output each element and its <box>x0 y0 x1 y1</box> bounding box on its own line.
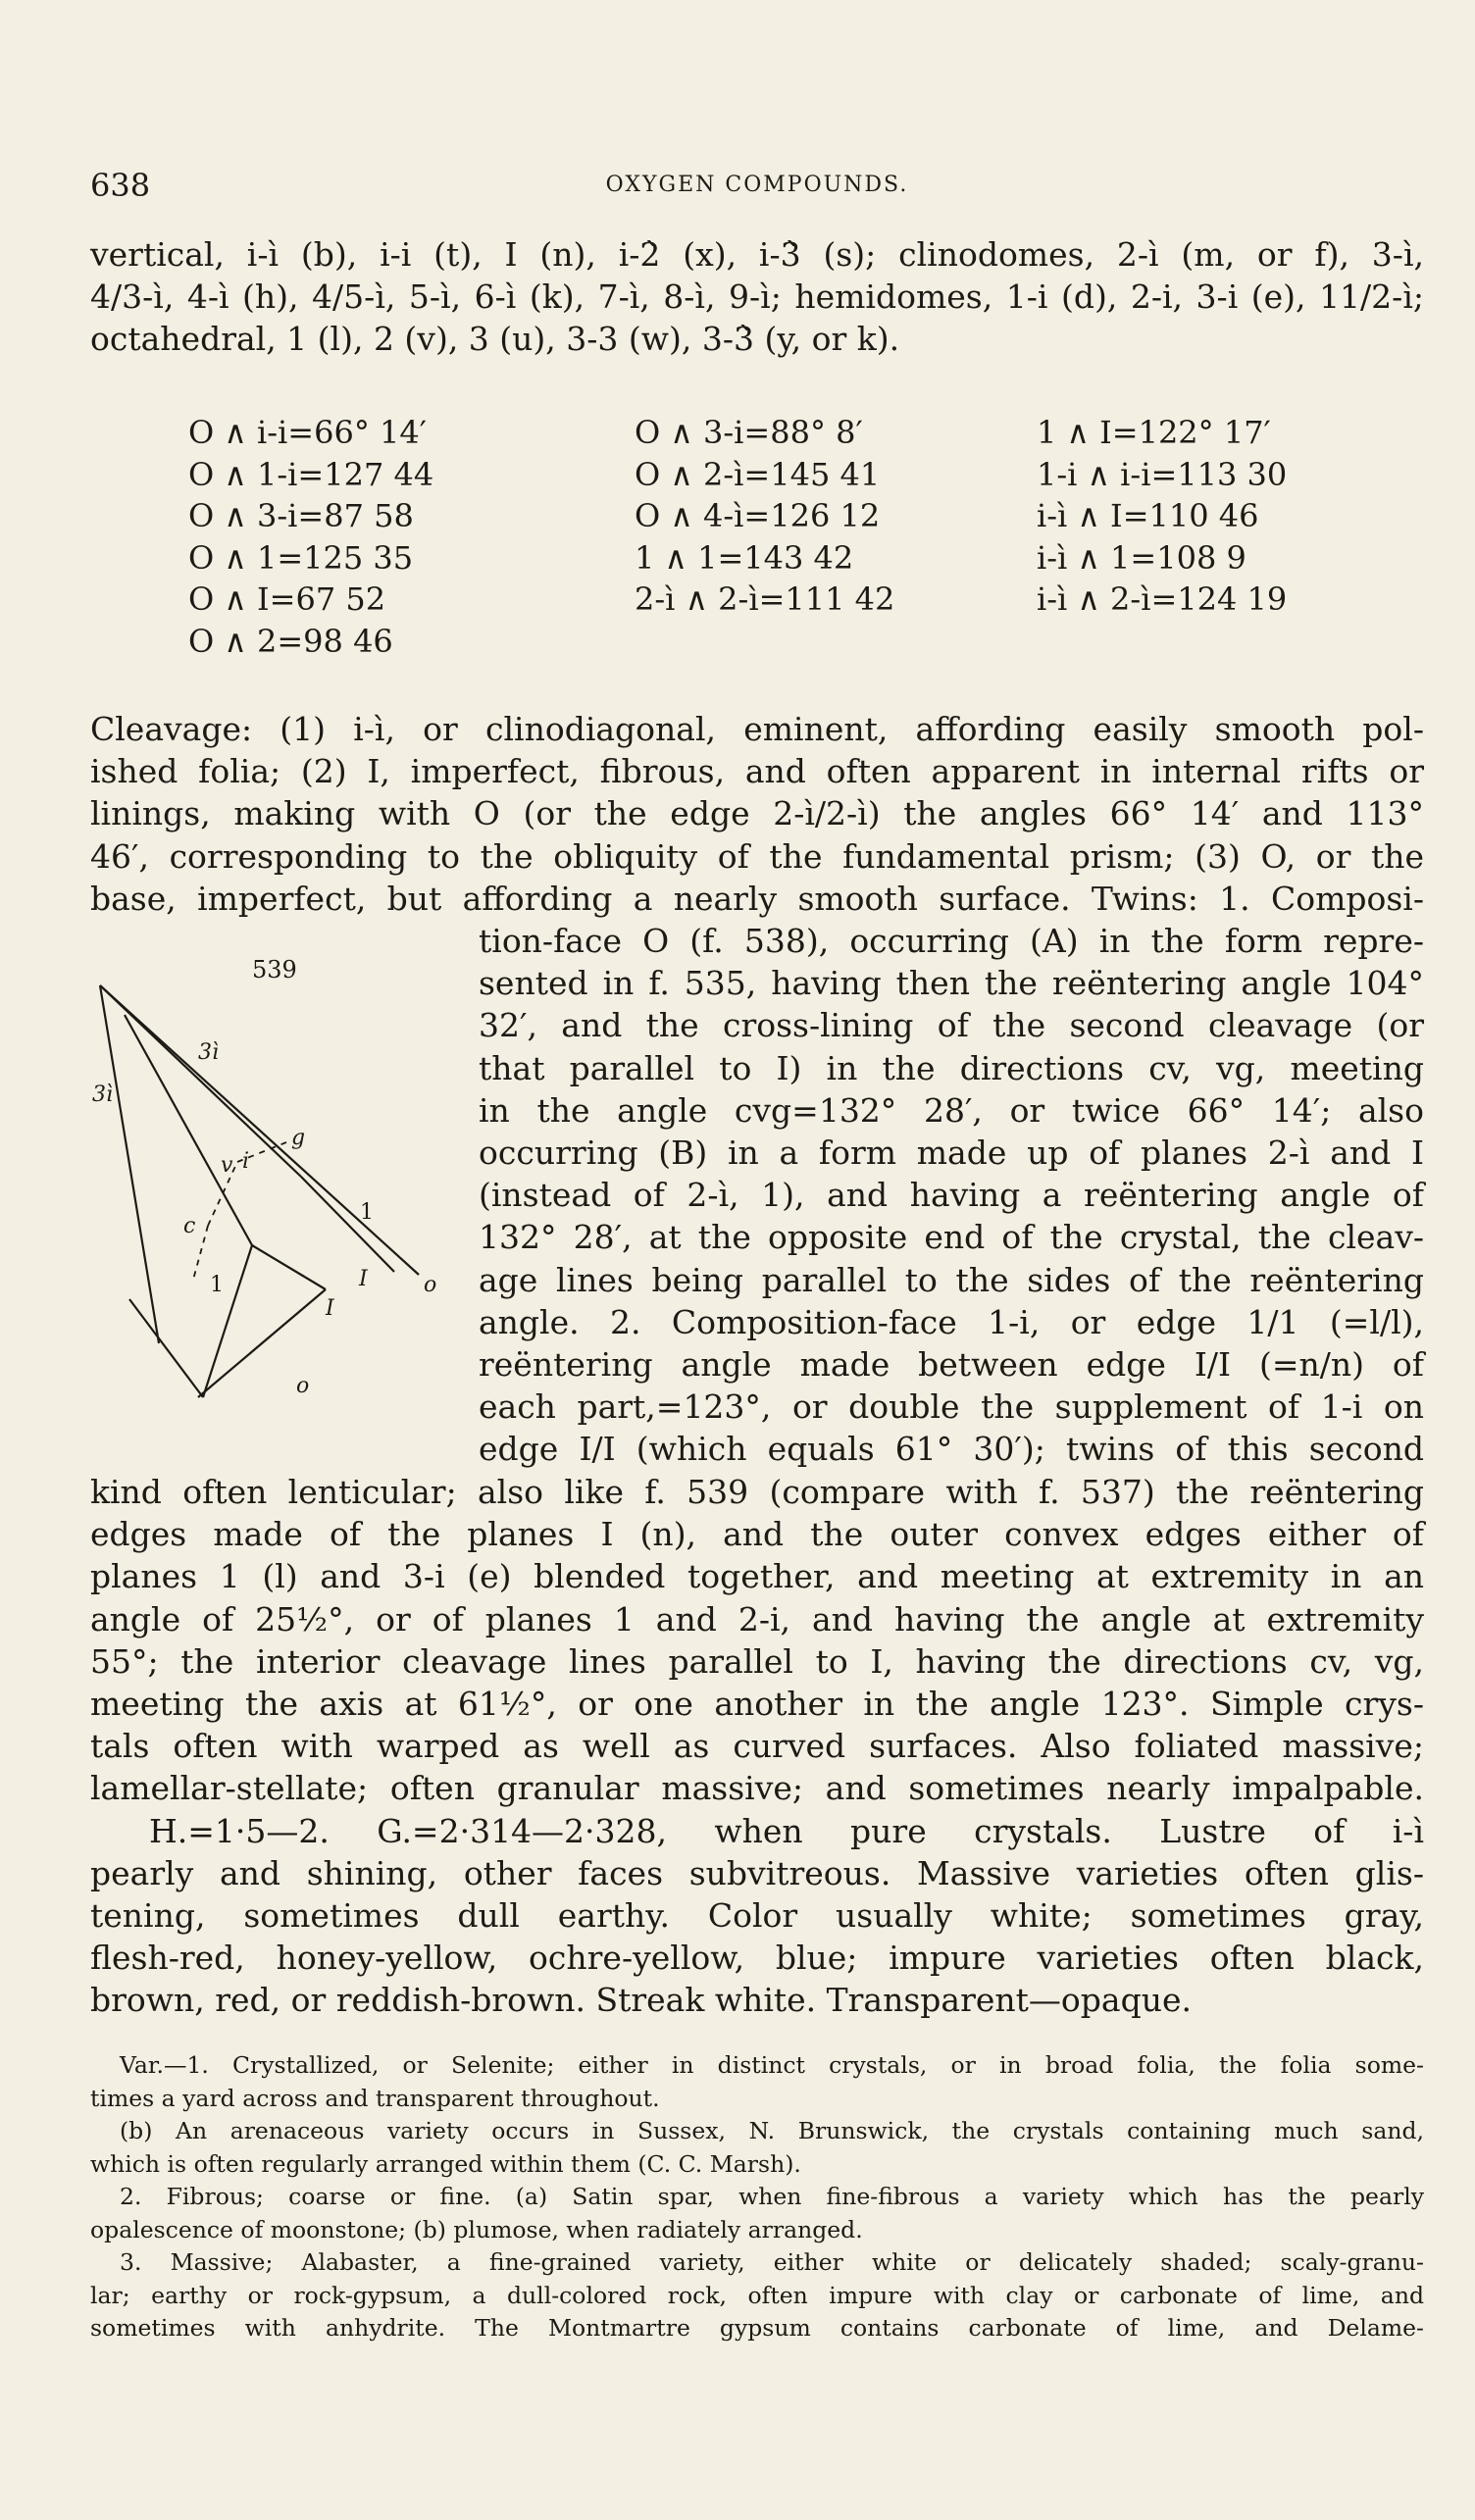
text-line: reëntering angle made between edge I/I (=n/n) of <box>479 1345 1424 1385</box>
footnote-line: Var.—1. Crystallized, or Selenite; either in distinct crystals, or in broad folia, the folia some- <box>120 2051 1424 2079</box>
figure-label: 1 <box>360 1200 374 1225</box>
left-edge <box>100 985 159 1343</box>
text-line: 132° 28′, at the opposite end of the crystal, the cleav- <box>479 1218 1424 1257</box>
footnote-line: sometimes with anhydrite. The Montmartre gypsum contains carbonate of lime, and Delame- <box>90 2314 1424 2342</box>
text-line: angle of 25½°, or of planes 1 and 2-i, and having the angle at extremity <box>90 1599 1424 1638</box>
figure-label: I <box>326 1296 334 1321</box>
text-line: tion-face O (f. 538), occurring (A) in the form repre- <box>479 922 1424 960</box>
figure-label: o <box>424 1273 437 1297</box>
figure-label: c <box>183 1214 196 1238</box>
text-line: edge I/I (which equals 61° 30′); twins of this second <box>479 1430 1424 1469</box>
angle-entry: O ∧ 3-i=88° 8′ <box>635 414 863 451</box>
angle-entry: i-ì ∧ 1=108 9 <box>1037 538 1246 577</box>
text-line: 32′, and the cross-lining of the second cleavage (or <box>479 1006 1424 1045</box>
figure-label: o <box>296 1374 310 1398</box>
figure-label: i <box>242 1149 250 1174</box>
text-line: lamellar-stellate; often granular massive; and sometimes nearly impalpable. <box>90 1769 1424 1808</box>
figure-label: 3ì <box>198 1040 220 1065</box>
text-line: linings, making with O (or the edge 2-ì/2-ì) the angles 66° 14′ and 113° <box>90 794 1424 833</box>
text-line: kind often lenticular; also like f. 539 (compare with f. 537) the reëntering <box>90 1473 1424 1511</box>
text-line: Cleavage: (1) i-ì, or clinodiagonal, eminent, affording easily smooth pol- <box>90 710 1424 748</box>
figure-label: g <box>291 1126 306 1150</box>
lower-edge <box>203 1245 252 1397</box>
text-line: angle. 2. Composition-face 1-i, or edge 1/1 (=l/l), <box>479 1302 1424 1341</box>
footnote-line: which is often regularly arranged within them (C. C. Marsh). <box>90 2149 801 2178</box>
angle-entry: O ∧ 1=125 35 <box>188 538 414 577</box>
text-line: vertical, i-ì (b), i-i (t), I (n), i-2̀ (x), i-3̀ (s); clinodomes, 2-ì (m, or f), 3-ì, <box>90 235 1424 274</box>
varieties-footnotes <box>90 2049 1424 2345</box>
angle-entry: 1 ∧ I=122° 17′ <box>1037 414 1271 451</box>
text-line: 55°; the interior cleavage lines parallel to I, having the directions cv, vg, <box>90 1641 1424 1681</box>
crystal-figure-539 <box>90 956 483 1417</box>
text-line: octahedral, 1 (l), 2 (v), 3 (u), 3-3 (w), 3-3̀ (y, or k). <box>90 320 900 359</box>
angle-entry: i-ì ∧ I=110 46 <box>1037 497 1259 534</box>
angle-column-3 <box>1037 412 1287 621</box>
page-header <box>90 167 1424 210</box>
description-paragraph <box>90 1471 1424 2022</box>
figure-label: 3ì <box>92 1083 114 1107</box>
angle-entry: O ∧ 2-ì=145 41 <box>635 455 881 493</box>
figure-label: 1 <box>210 1273 224 1297</box>
footnote-line: lar; earthy or rock-gypsum, a dull-colored rock, often impure with clay or carbonate of lime, and <box>90 2281 1424 2309</box>
text-line: meeting the axis at 61½°, or one another in the angle 123°. Simple crys- <box>90 1685 1424 1724</box>
angle-column-2 <box>635 412 894 621</box>
text-line: H.=1·5—2. G.=2·314—2·328, when pure crystals. Lustre of i-ì <box>149 1811 1424 1850</box>
cleavage-paragraph <box>90 708 1424 920</box>
figure-label: I <box>359 1267 368 1291</box>
lower-right-edge <box>252 1245 326 1289</box>
text-line: sented in f. 535, having then the reëntering angle 104° <box>479 964 1424 1003</box>
angle-entry: O ∧ i-i=66° 14′ <box>188 414 427 451</box>
footnote-line: times a yard across and transparent throughout. <box>90 2084 660 2112</box>
page-number: 638 <box>90 167 151 204</box>
running-head: OXYGEN COMPOUNDS. <box>605 173 909 197</box>
text-line: occurring (B) in a form made up of planes 2-ì and I <box>479 1134 1424 1173</box>
angle-entry: 1 ∧ 1=143 42 <box>635 538 854 577</box>
footnote-line: 2. Fibrous; coarse or fine. (a) Satin spar, when fine-fibrous a variety which has the pearly <box>120 2183 1424 2210</box>
angle-entry: O ∧ 2=98 46 <box>188 622 393 660</box>
angle-entry: 2-ì ∧ 2-ì=111 42 <box>635 580 895 618</box>
angle-entry: O ∧ 1-i=127 44 <box>188 455 434 493</box>
text-line: brown, red, or reddish-brown. Streak white. Transparent—opaque. <box>90 1981 1192 2020</box>
footnote-line: (b) An arenaceous variety occurs in Sussex, N. Brunswick, the crystals containing much sand, <box>120 2117 1424 2144</box>
angle-table <box>90 412 1424 667</box>
text-line: in the angle cvg=132° 28′, or twice 66° 14′; also <box>479 1090 1424 1130</box>
intro-paragraph <box>90 233 1424 361</box>
angle-entry: O ∧ 4-ì=126 12 <box>635 497 881 534</box>
text-line: base, imperfect, but affording a nearly smooth surface. Twins: 1. Composi- <box>90 879 1424 918</box>
text-line: flesh-red, honey-yellow, ochre-yellow, blue; impure varieties often black, <box>90 1939 1424 1978</box>
figure-label: v <box>221 1153 233 1178</box>
angle-entry: O ∧ 3-i=87 58 <box>188 497 414 534</box>
text-line: pearly and shining, other faces subvitreous. Massive varieties often glis- <box>90 1853 1424 1892</box>
angle-entry: O ∧ I=67 52 <box>188 580 386 618</box>
text-line: each part,=123°, or double the supplement of 1-i on <box>479 1387 1424 1427</box>
angle-entry: i-ì ∧ 2-ì=124 19 <box>1037 580 1288 618</box>
outer-edge-right <box>100 985 419 1275</box>
text-line: age lines being parallel to the sides of the reëntering <box>479 1260 1424 1299</box>
text-line: tening, sometimes dull earthy. Color usually white; sometimes gray, <box>90 1896 1424 1936</box>
text-line: edges made of the planes I (n), and the outer convex edges either of <box>90 1515 1424 1554</box>
text-line: 46′, corresponding to the obliquity of the fundamental prism; (3) O, or the <box>90 836 1424 876</box>
crystal-diagram <box>90 976 483 1417</box>
text-line: 4/3-ì, 4-ì (h), 4/5-ì, 5-ì, 6-ì (k), 7-ì, 8-ì, 9-ì; hemidomes, 1-i (d), 2-i, 3-i (e), 11/2-ì; <box>90 277 1424 317</box>
footnote-line: 3. Massive; Alabaster, a fine-grained variety, either white or delicately shaded; scaly-granu- <box>120 2248 1424 2276</box>
footnote-line: opalescence of moonstone; (b) plumose, when radiately arranged. <box>90 2215 863 2243</box>
text-line: (instead of 2-ì, 1), and having a reëntering angle of <box>479 1176 1424 1215</box>
left-edge-upper <box>125 1015 252 1245</box>
angle-entry: 1-i ∧ i-i=113 30 <box>1037 455 1288 493</box>
text-line: planes 1 (l) and 3-i (e) blended together, and meeting at extremity in an <box>90 1557 1424 1596</box>
wrapped-paragraph <box>479 920 1424 1471</box>
text-line: ished folia; (2) I, imperfect, fibrous, and often apparent in internal rifts or <box>90 752 1424 791</box>
reentering-edge-right <box>301 1177 394 1272</box>
text-line: tals often with warped as well as curved surfaces. Also foliated massive; <box>90 1727 1424 1766</box>
lower-left-edge <box>129 1299 203 1397</box>
figure-number: 539 <box>252 956 297 983</box>
text-line: that parallel to I) in the directions cv, vg, meeting <box>479 1048 1424 1087</box>
angle-column-1 <box>188 412 433 662</box>
